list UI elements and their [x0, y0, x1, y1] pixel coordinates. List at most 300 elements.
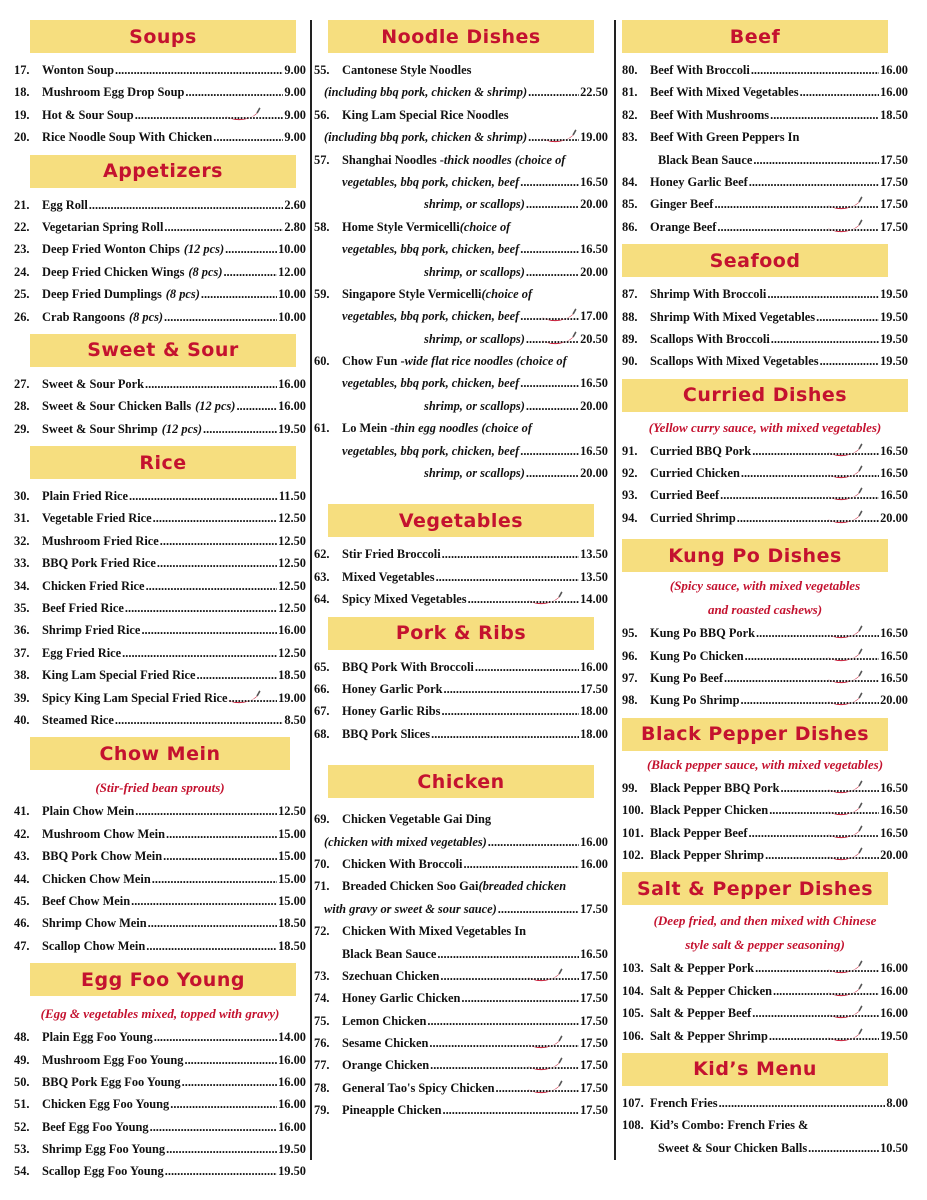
item-price: 16.50: [880, 648, 908, 663]
dot-leader: [808, 1137, 879, 1159]
item-number: 104.: [622, 983, 644, 998]
dot-leader: [141, 619, 277, 641]
menu-item-detail: [622, 149, 908, 171]
dot-leader: [526, 193, 579, 215]
menu-item: [622, 622, 908, 644]
item-name: Honey Garlic Pork: [342, 681, 443, 696]
menu-item: [14, 507, 306, 529]
item-name: Chow Fun -: [342, 354, 405, 369]
item-price: 19.50: [880, 354, 908, 369]
item-name: Stir Fried Broccoli: [342, 547, 441, 562]
item-number: 37.: [14, 645, 30, 660]
menu-item: [314, 656, 608, 678]
item-name: Sesame Chicken: [342, 1036, 429, 1051]
item-detail: vegetables, bbq pork, chicken, beef: [342, 242, 520, 257]
item-name: Shrimp Chow Mein: [42, 916, 147, 931]
item-price: 12.50: [278, 804, 306, 819]
item-name: Mushroom Chow Mein: [42, 826, 165, 841]
menu-item: [14, 868, 306, 890]
item-price: 10.50: [880, 1140, 908, 1155]
item-number: 36.: [14, 623, 30, 638]
item-name: Orange Beef: [650, 219, 717, 234]
item-price: 12.50: [278, 556, 306, 571]
menu-item: [314, 853, 608, 875]
dot-leader: [163, 845, 277, 867]
menu-item: [14, 261, 306, 283]
menu-item: [314, 1010, 608, 1032]
section-salt-pepper: [622, 872, 908, 1047]
chili-pepper-icon: [826, 648, 864, 664]
menu-item-detail: [314, 126, 608, 148]
menu-item: [14, 306, 306, 328]
dot-leader: [488, 831, 579, 853]
item-name: Deep Fried Chicken Wings: [42, 264, 185, 279]
menu-item: [314, 700, 608, 722]
dot-leader: [146, 935, 277, 957]
chili-pepper-icon: [826, 510, 864, 526]
menu-item: [14, 1026, 306, 1048]
menu-item: [14, 1049, 306, 1071]
item-name: Scallop Chow Mein: [42, 938, 146, 953]
chili-pepper-icon: [826, 625, 864, 641]
item-name: Kung Po Shrimp: [650, 693, 740, 708]
item-number: 25.: [14, 287, 30, 302]
menu-item: [622, 507, 908, 529]
item-number: 73.: [314, 968, 330, 983]
menu-item: [14, 104, 306, 126]
section-chow-mein: [14, 737, 306, 957]
item-detail: vegetables, bbq pork, chicken, beef: [342, 376, 520, 391]
dot-leader: [164, 306, 277, 328]
dot-leader: [526, 395, 579, 417]
menu-item: [14, 395, 306, 417]
menu-item: [622, 1092, 908, 1114]
item-note: (12 pcs): [183, 242, 225, 257]
item-price: 16.00: [278, 399, 306, 414]
dot-leader: [520, 238, 579, 260]
menu-item-detail: [314, 943, 608, 965]
item-price: 17.50: [580, 1013, 608, 1028]
menu-item: [622, 462, 908, 484]
dot-leader: [475, 656, 579, 678]
menu-item: [314, 350, 608, 372]
item-name: Black Pepper Beef: [650, 825, 748, 840]
item-name: Cantonese Style Noodles: [342, 63, 472, 77]
item-price: 17.00: [580, 309, 608, 324]
menu-item-detail: [314, 898, 608, 920]
item-number: 31.: [14, 511, 30, 526]
dot-leader: [816, 306, 879, 328]
menu-item: [14, 552, 306, 574]
item-price: 9.00: [284, 63, 306, 77]
item-description: thin egg noodles (choice of: [394, 421, 532, 436]
item-name: Beef Chow Mein: [42, 893, 131, 908]
item-number: 53.: [14, 1142, 30, 1157]
menu-item: [314, 1099, 608, 1121]
dot-leader: [157, 552, 277, 574]
item-detail: shrimp, or scallops): [424, 466, 525, 481]
item-price: 16.00: [880, 1006, 908, 1021]
item-name: King Lam Special Fried Rice: [42, 668, 196, 683]
chili-pepper-icon: [826, 960, 864, 976]
item-name: Breaded Chicken Soo Gai: [342, 879, 479, 894]
item-price: 12.50: [278, 601, 306, 616]
item-name: Kung Po Beef: [650, 671, 723, 686]
section-title: Chicken: [328, 765, 594, 798]
item-number: 92.: [622, 466, 638, 481]
item-note: (8 pcs): [165, 287, 200, 302]
menu-item-detail: [314, 238, 608, 260]
section-vegetables: [314, 504, 608, 610]
dot-leader: [751, 59, 879, 81]
menu-item: [314, 1032, 608, 1054]
dot-leader: [427, 1010, 579, 1032]
item-name: Curried Shrimp: [650, 510, 736, 525]
item-name: Mushroom Egg Foo Young: [42, 1052, 184, 1067]
item-price: 20.00: [580, 398, 608, 413]
menu-item: [14, 1116, 306, 1138]
chili-pepper-icon: [826, 1028, 864, 1044]
item-price: 16.00: [278, 376, 306, 391]
item-number: 54.: [14, 1164, 30, 1179]
dot-leader: [135, 800, 277, 822]
section-title: Soups: [30, 20, 296, 53]
item-name: Honey Garlic Chicken: [342, 991, 461, 1006]
item-name: Vegetable Fried Rice: [42, 511, 152, 526]
dot-leader: [520, 440, 579, 462]
menu-item: [314, 678, 608, 700]
item-number: 60.: [314, 354, 330, 369]
item-name: BBQ Pork With Broccoli: [342, 659, 474, 674]
chili-pepper-icon: [526, 1057, 564, 1073]
item-price: 16.00: [580, 856, 608, 871]
item-name: Hot & Sour Soup: [42, 107, 134, 122]
item-name: Shrimp Fried Rice: [42, 623, 141, 638]
item-price: 20.50: [580, 331, 608, 346]
dot-leader: [225, 238, 277, 260]
section-note: (Yellow curry sauce, with mixed vegetables): [648, 419, 882, 435]
item-price: 16.00: [278, 1074, 306, 1089]
menu-item-detail: [314, 305, 608, 327]
item-name: Egg Fried Rice: [42, 645, 122, 660]
chili-pepper-icon: [526, 1035, 564, 1051]
item-number: 33.: [14, 556, 30, 571]
item-name: Home Style Vermicelli: [342, 219, 460, 234]
item-price: 16.50: [880, 671, 908, 686]
chili-pepper-icon: [826, 802, 864, 818]
item-detail: vegetables, bbq pork, chicken, beef: [342, 309, 520, 324]
menu-item-detail: [314, 193, 608, 215]
item-price: 22.50: [580, 85, 608, 100]
menu-item: [14, 664, 306, 686]
item-name: Curried Chicken: [650, 466, 740, 481]
item-price: 12.00: [278, 264, 306, 279]
menu-item: [622, 822, 908, 844]
item-price: 12.50: [278, 578, 306, 593]
item-price: 19.00: [278, 690, 306, 705]
item-number: 50.: [14, 1074, 30, 1089]
dot-leader: [203, 418, 277, 440]
item-price: 9.00: [284, 130, 306, 145]
chili-pepper-icon: [826, 692, 864, 708]
item-number: 48.: [14, 1030, 30, 1045]
menu-item: [14, 912, 306, 934]
section-sweet-sour: [14, 334, 306, 440]
dot-leader: [442, 543, 579, 565]
item-number: 24.: [14, 264, 30, 279]
item-number: 66.: [314, 681, 330, 696]
item-name: BBQ Pork Slices: [342, 726, 431, 741]
item-price: 19.00: [580, 130, 608, 145]
item-name: Black Pepper Chicken: [650, 803, 769, 818]
item-price: 15.00: [278, 871, 306, 886]
menu-item: [14, 800, 306, 822]
item-name: BBQ Pork Egg Foo Young: [42, 1074, 181, 1089]
menu-item: [14, 575, 306, 597]
item-number: 27.: [14, 376, 30, 391]
item-number: 70.: [314, 856, 330, 871]
item-price: 19.50: [278, 1142, 306, 1157]
item-number: 28.: [14, 399, 30, 414]
menu-column-3: [622, 14, 908, 1159]
item-number: 39.: [14, 690, 30, 705]
item-number: 19.: [14, 107, 30, 122]
item-price: 8.00: [886, 1095, 908, 1110]
item-detail: (chicken with mixed vegetables): [324, 834, 487, 849]
menu-item: [14, 216, 306, 238]
item-name: Ginger Beef: [650, 197, 714, 212]
item-price: 16.50: [880, 488, 908, 503]
item-price: 16.50: [880, 825, 908, 840]
item-number: 75.: [314, 1013, 330, 1028]
item-price: 16.00: [880, 63, 908, 77]
menu-item: [314, 723, 608, 745]
item-price: 20.00: [580, 466, 608, 481]
menu-item: [622, 350, 908, 372]
item-price: 16.00: [580, 659, 608, 674]
item-name: Salt & Pepper Beef: [650, 1006, 752, 1021]
menu-item-detail: [314, 261, 608, 283]
dot-leader: [520, 171, 579, 193]
item-price: 17.50: [880, 219, 908, 234]
item-price: 16.00: [880, 85, 908, 100]
dot-leader: [148, 912, 277, 934]
dot-leader: [767, 283, 879, 305]
item-name: Chicken With Broccoli: [342, 856, 463, 871]
item-number: 95.: [622, 626, 638, 641]
section-title: Vegetables: [328, 504, 594, 537]
menu-item: [14, 597, 306, 619]
item-name: Lemon Chicken: [342, 1013, 427, 1028]
item-description: (breaded chicken: [478, 879, 567, 894]
item-name: Plain Chow Mein: [42, 804, 135, 819]
item-price: 17.50: [580, 1058, 608, 1073]
dot-leader: [520, 372, 579, 394]
item-number: 59.: [314, 286, 330, 301]
menu-item: [314, 149, 608, 171]
chili-pepper-icon: [826, 780, 864, 796]
item-number: 63.: [314, 569, 330, 584]
item-number: 86.: [622, 219, 638, 234]
item-number: 26.: [14, 309, 30, 324]
item-number: 89.: [622, 331, 638, 346]
item-price: 16.50: [880, 803, 908, 818]
chili-pepper-icon: [826, 196, 864, 212]
item-name: Lo Mein -: [342, 421, 395, 436]
item-price: 20.00: [880, 693, 908, 708]
dot-leader: [749, 171, 879, 193]
dot-leader: [146, 575, 278, 597]
item-number: 71.: [314, 879, 330, 894]
item-price: 16.50: [580, 174, 608, 189]
item-number: 64.: [314, 592, 330, 607]
dot-leader: [213, 126, 283, 148]
item-name: Steamed Rice: [42, 712, 114, 727]
item-number: 67.: [314, 704, 330, 719]
menu-item: [14, 418, 306, 440]
section-note: (Egg & vegetables mixed, topped with gravy): [40, 1006, 280, 1022]
dot-leader: [431, 723, 579, 745]
menu-item-detail: [314, 462, 608, 484]
section-curried: [622, 379, 908, 530]
section-rice: [14, 446, 306, 731]
menu-item: [622, 104, 908, 126]
menu-item: [314, 566, 608, 588]
menu-item: [14, 373, 306, 395]
item-price: 20.00: [580, 197, 608, 212]
item-number: 35.: [14, 601, 30, 616]
section-note: (Stir-fried bean sprouts): [95, 780, 225, 796]
item-name: Sweet & Sour Pork: [42, 376, 144, 391]
item-detail: shrimp, or scallops): [424, 264, 525, 279]
item-number: 84.: [622, 174, 638, 189]
dot-leader: [182, 1071, 277, 1093]
item-name: Mushroom Egg Drop Soup: [42, 85, 185, 100]
item-price: 20.00: [880, 847, 908, 862]
item-number: 97.: [622, 671, 638, 686]
item-name: General Tao's Spicy Chicken: [342, 1080, 495, 1095]
menu-column-2: [314, 14, 608, 1122]
section-kung-po: [622, 539, 908, 712]
dot-leader: [184, 1049, 277, 1071]
item-name: Honey Garlic Beef: [650, 174, 748, 189]
item-name: King Lam Special Rice Noodles: [342, 107, 509, 122]
item-price: 16.50: [880, 780, 908, 795]
chili-pepper-icon: [540, 129, 578, 145]
section-black-pepper: [622, 718, 908, 867]
section-title: Kung Po Dishes: [622, 539, 888, 572]
menu-item-detail: [314, 372, 608, 394]
item-detail: Black Bean Sauce: [342, 946, 437, 961]
item-detail: (including bbq pork, chicken & shrimp): [324, 85, 528, 100]
item-number: 42.: [14, 826, 30, 841]
item-name: Plain Fried Rice: [42, 489, 129, 504]
item-price: 18.50: [278, 916, 306, 931]
section-title: Black Pepper Dishes: [622, 718, 888, 751]
item-number: 55.: [314, 63, 330, 77]
menu-item: [622, 1002, 908, 1024]
item-number: 88.: [622, 309, 638, 324]
menu-item: [314, 216, 608, 238]
item-name: Salt & Pepper Shrimp: [650, 1028, 768, 1043]
item-number: 82.: [622, 107, 638, 122]
item-name: Curried BBQ Pork: [650, 443, 752, 458]
menu-item: [622, 59, 908, 81]
dot-leader: [166, 1138, 277, 1160]
menu-item: [622, 283, 908, 305]
menu-item: [14, 619, 306, 641]
menu-item: [622, 844, 908, 866]
item-number: 83.: [622, 130, 638, 145]
item-number: 57.: [314, 152, 330, 167]
menu-item: [14, 642, 306, 664]
menu-item-detail: [314, 440, 608, 462]
section-title: Kid’s Menu: [622, 1053, 888, 1086]
menu-item: [622, 328, 908, 350]
item-number: 93.: [622, 488, 638, 503]
item-price: 20.00: [880, 510, 908, 525]
section-title: Rice: [30, 446, 296, 479]
item-price: 19.50: [278, 1164, 306, 1179]
item-name: Beef With Broccoli: [650, 63, 750, 77]
menu-item: [14, 126, 306, 148]
column-divider-left: [310, 20, 312, 1160]
item-name: Kung Po Chicken: [650, 648, 744, 663]
menu-item: [622, 126, 908, 148]
item-name: Beef With Green Peppers In: [650, 130, 800, 145]
item-number: 61.: [314, 421, 330, 436]
item-number: 80.: [622, 63, 638, 77]
item-name: Rice Noodle Soup With Chicken: [42, 130, 213, 145]
item-name: Chicken Fried Rice: [42, 578, 145, 593]
item-number: 81.: [622, 85, 638, 100]
dot-leader: [201, 283, 277, 305]
item-number: 100.: [622, 803, 644, 818]
menu-item: [314, 588, 608, 610]
item-name: Spicy Mixed Vegetables: [342, 592, 467, 607]
item-name: Scallops With Broccoli: [650, 331, 770, 346]
section-title: Chow Mein: [30, 737, 290, 770]
menu-item: [622, 980, 908, 1002]
item-number: 91.: [622, 443, 638, 458]
item-price: 16.50: [880, 443, 908, 458]
dot-leader: [442, 1099, 579, 1121]
dot-leader: [436, 566, 580, 588]
item-price: 15.00: [278, 849, 306, 864]
item-price: 17.50: [880, 197, 908, 212]
section-note-1: (Deep fried, and then mixed with Chinese: [653, 913, 877, 929]
item-description: thick noodles (choice of: [443, 152, 566, 167]
item-number: 102.: [622, 847, 644, 862]
chili-pepper-icon: [224, 107, 262, 123]
item-name: Vegetarian Spring Roll: [42, 219, 164, 234]
chili-pepper-icon: [826, 443, 864, 459]
dot-leader: [170, 1093, 277, 1115]
item-name: Shrimp With Broccoli: [650, 287, 767, 302]
chili-pepper-icon: [826, 825, 864, 841]
item-number: 44.: [14, 871, 30, 886]
menu-item: [314, 920, 608, 942]
item-name: Chicken With Mixed Vegetables In: [342, 924, 527, 939]
chili-pepper-icon: [826, 670, 864, 686]
item-price: 16.50: [580, 946, 608, 961]
item-number: 76.: [314, 1036, 330, 1051]
item-number: 87.: [622, 287, 638, 302]
section-beef: [622, 20, 908, 238]
menu-item: [14, 845, 306, 867]
item-number: 106.: [622, 1028, 644, 1043]
dot-leader: [444, 678, 580, 700]
